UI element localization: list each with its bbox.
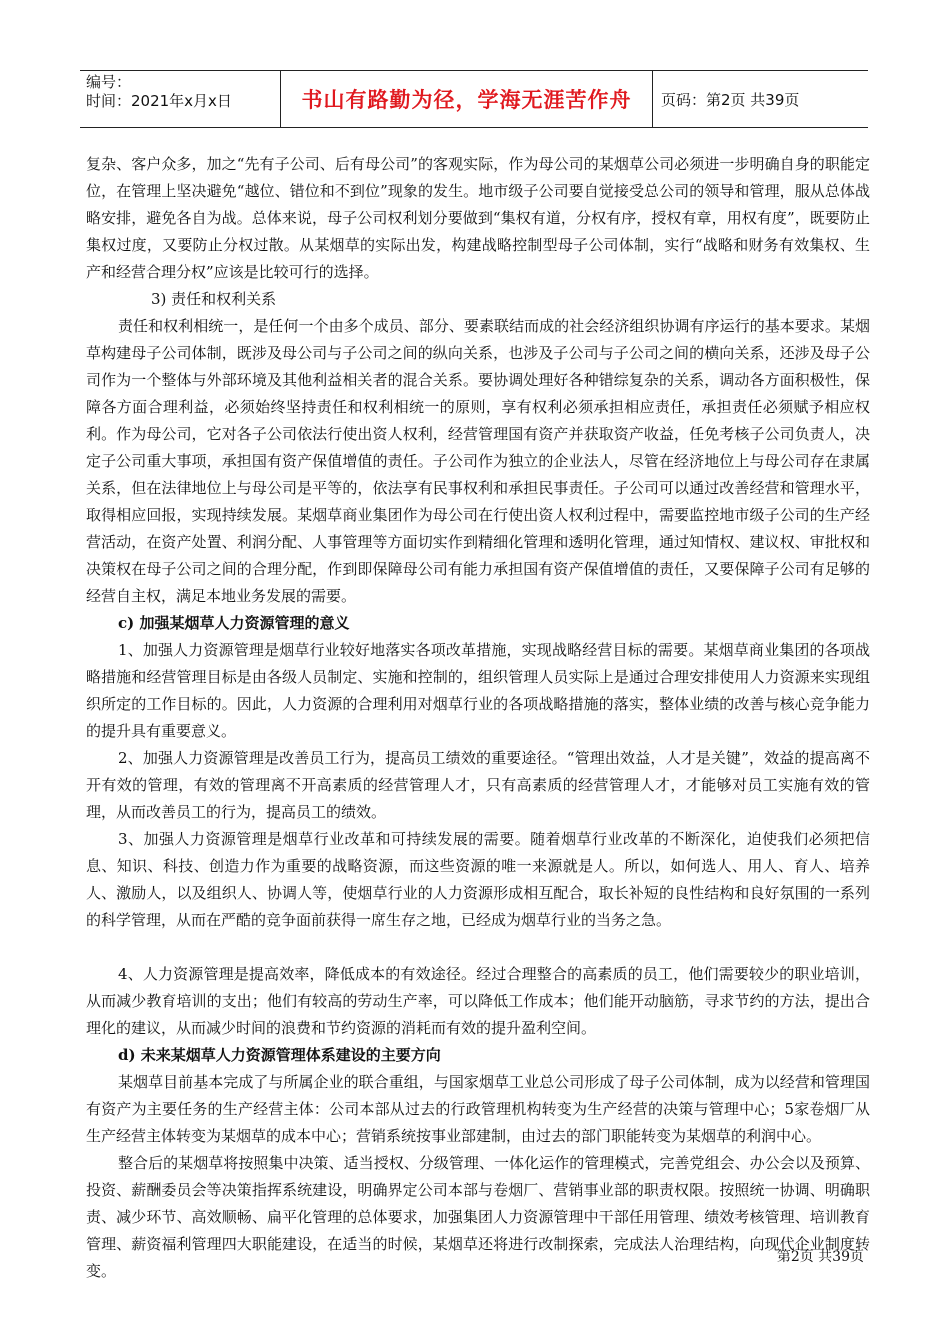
header-info-cell: [80, 71, 280, 127]
paragraph: 复杂、客户众多，加之“先有子公司、后有母公司”的客观实际，作为母公司的某烟草公司必须进一步明确自身的职能定位，在管理上坚决避免“越位、错位和不到位”现象的发生。地市级子公司要自觉接受总公司的领导和管理，服从总体战略安排，避免各自为战。总体来说，母子公司权利划分要做到“集权有道，分权有序，授权有章，用权有度”，既要防止集权过度，又要防止分权过散。从某烟草的实际出发，构建战略控制型母子公司体制，实行“战略和财务有效集权、生产和经营合理分权”应该是比较可行的选择。: [86, 155, 870, 281]
document-body: [86, 151, 870, 1285]
paragraph: 2、加强人力资源管理是改善员工行为，提高员工绩效的重要途径。“管理出效益，人才是关键”，效益的提高离不开有效的管理，有效的管理离不开高素质的经营管理人才，只有高素质的经营管理人才，才能够对员工实施有效的管理，从而改善员工的行为，提高员工的绩效。: [86, 749, 870, 821]
page-footer: 第2页 共39页: [776, 1249, 864, 1265]
paragraph: 整合后的某烟草将按照集中决策、适当授权、分级管理、一体化运作的管理模式，完善党组会、办公会以及预算、投资、薪酬委员会等决策指挥系统建设，明确界定公司本部与卷烟厂、营销事业部的职责权限。按照统一协调、明确职责、减少环节、高效顺畅、扁平化管理的总体要求，加强集团人力资源管理中干部任用管理、绩效考核管理、培训教育管理、薪资福利管理四大职能建设，在适当的时候，某烟草还将进行改制探索，完成法人治理结构，向现代企业制度转变。: [86, 1154, 870, 1280]
paragraph-spacer: [86, 934, 870, 961]
header-motto: 书山有路勤为径，学海无涯苦作舟: [280, 71, 652, 127]
header-page-number: 页码：第2页 共39页: [652, 71, 868, 127]
paragraph: 责任和权利相统一，是任何一个由多个成员、部分、要素联结而成的社会经济组织协调有序运行的基本要求。某烟草构建母子公司体制，既涉及母公司与子公司之间的纵向关系，也涉及子公司与子公司之间的横向关系，还涉及母子公司作为一个整体与外部环境及其他利益相关者的混合关系。要协调处理好各种错综复杂的关系，调动各方面积极性，保障各方面合理利益，必须始终坚持责任和权利相统一的原则，享有权利必须承担相应责任，承担责任必须赋予相应权利。作为母公司，它对各子公司依法行使出资人权利，经营管理国有资产并获取资产收益，任免考核子公司负责人，决定子公司重大事项，承担国有资产保值增值的责任。子公司作为独立的企业法人，尽管在经济地位上与母公司存在隶属关系，但在法律地位上与母公司是平等的，依法享有民事权利和承担民事责任。子公司可以通过改善经营和管理水平，取得相应回报，实现持续发展。某烟草商业集团作为母公司在行使出资人权利过程中，需要监控地市级子公司的生产经营活动，在资产处置、利润分配、人事管理等方面切实作到精细化管理和透明化管理，通过知情权、建议权、审批权和决策权在母子公司之间的合理分配，作到即保障母公司有能力承担国有资产保值增值的责任，又要保障子公司有足够的经营自主权，满足本地业务发展的需要。: [86, 317, 870, 605]
paragraph: 某烟草目前基本完成了与所属企业的联合重组，与国家烟草工业总公司形成了母子公司体制，成为以经营和管理国有资产为主要任务的生产经营主体：公司本部从过去的行政管理机构转变为生产经营的决策与管理中心；5家卷烟厂从生产经营主体转变为某烟草的成本中心；营销系统按事业部建制，由过去的部门职能转变为某烟草的利润中心。: [86, 1073, 870, 1145]
paragraph: 3、加强人力资源管理是烟草行业改革和可持续发展的需要。随着烟草行业改革的不断深化，迫使我们必须把信息、知识、科技、创造力作为重要的战略资源，而这些资源的唯一来源就是人。所以，如何选人、用人、育人、培养人、激励人，以及组织人、协调人等，使烟草行业的人力资源形成相互配合，取长补短的良性结构和良好氛围的一系列的科学管理，从而在严酷的竞争面前获得一席生存之地，已经成为烟草行业的当务之急。: [86, 830, 870, 929]
section-subheading: 3) 责任和权利关系: [151, 290, 277, 308]
document-date: 时间：2021年x月x日: [86, 92, 232, 110]
paragraph: 4、人力资源管理是提高效率，降低成本的有效途径。经过合理整合的高素质的员工，他们需要较少的职业培训，从而减少教育培训的支出；他们有较高的劳动生产率，可以降低工作成本；他们能开动脑筋，寻求节约的方法，提出合理化的建议，从而减少时间的浪费和节约资源的消耗而有效的提升盈利空间。: [86, 965, 870, 1037]
paragraph: 1、加强人力资源管理是烟草行业较好地落实各项改革措施，实现战略经营目标的需要。某烟草商业集团的各项战略措施和经营管理目标是由各级人员制定、实施和控制的，组织管理人员实际上是通过合理安排使用人力资源来实现组织所定的工作目标的。因此，人力资源的合理利用对烟草行业的各项战略措施的落实，整体业绩的改善与核心竞争能力的提升具有重要意义。: [86, 641, 870, 740]
section-heading: d) 未来某烟草人力资源管理体系建设的主要方向: [118, 1046, 441, 1064]
page-header: [80, 70, 868, 128]
document-number: 编号：: [86, 73, 132, 91]
section-heading: c) 加强某烟草人力资源管理的意义: [118, 614, 350, 632]
